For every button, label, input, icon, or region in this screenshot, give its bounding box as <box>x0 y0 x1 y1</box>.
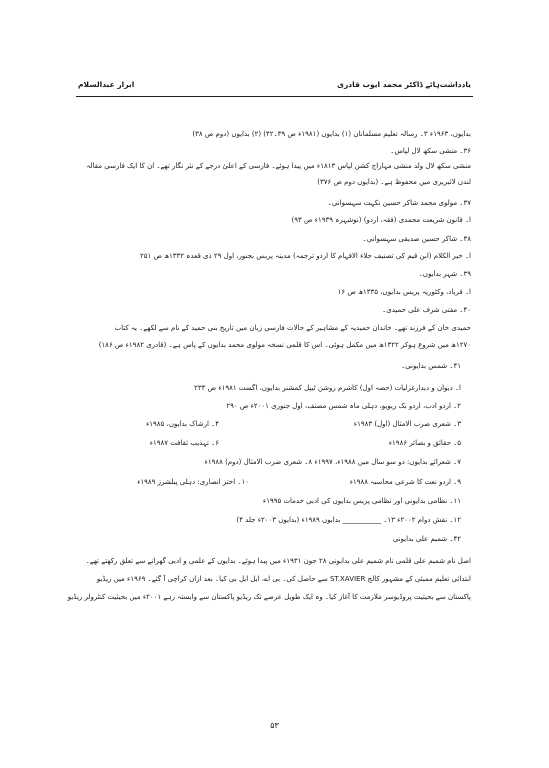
text-line: لندن لائبریری میں محفوظ ہے۔ (بدایوں دوم ص ۳۷۶) <box>317 178 471 186</box>
list-item: ۶۔ تہذیب ثقافت ۱۹۸۷ء <box>149 439 219 447</box>
list-item: ا۔ قانون شریعت محمدی (فقہ، اردو) (نوشہرہ ۱۹۳۹ء ص ۹۳) <box>291 216 471 224</box>
running-header-author: ابرار عبدالسلام <box>78 80 135 89</box>
section-heading: ۳۸۔ شاکر حسین صدیقی سہسوانی۔ <box>362 235 471 243</box>
section-heading: ۳۹۔ شہر بدایوں۔ <box>418 270 471 278</box>
section-heading: ۳۶۔ منشی سکھ لال لپاس۔ <box>390 147 471 155</box>
running-header-title: یادداشت‌ہائے ڈاکٹر محمد ایوب قادری <box>337 80 471 89</box>
list-item: ۵۔ حقائق و بصائر ۱۹۸۶ء <box>388 439 461 447</box>
section-heading: ۴۱۔ شمس بدایونی۔ <box>401 362 461 370</box>
list-item: ۱۱۔ نظامی بدایونی اور نظامی پریس بدایوں کی ادبی خدمات ۱۹۹۵ء <box>262 497 461 505</box>
list-item: ا۔ فریاد، وکٹوریہ پریس بدایوں، ۱۳۳۵ھ ص ۱۶ <box>337 288 471 296</box>
list-item: ۱۰۔ اختر انصاری: دہلی پبلشرز ۱۹۸۹ء <box>137 478 249 486</box>
section-heading: ۴۲۔ شمیم علی بدایونی <box>392 535 461 543</box>
list-item: ا۔ دیوان و دیدارغزلیات (حصہ اول) کاشرم روشن ٹیپل کمشنر بدایوں، اگست ۱۹۸۱ء ص ۲۳۳ <box>194 384 461 392</box>
text-line: بدایوں، ۱۹۶۳ء ۳۔ رسالہ تعلیم مسلمانان (۱) بدایوں (۱۹۸۱ء ص ۳۹۔۴۲) (۲) بدایوں (دوم ص ۳۸) <box>192 130 471 138</box>
text-line: اصل نام شمیم علی قلمی نام شمیم علی بدایونی ۲۸ جون ۱۹۳۱ء میں پیدا ہوئے۔ بدایوں کے علمی و ادبی گھرانے سے تعلق رکھتے تھے۔ <box>85 557 471 565</box>
header-rule <box>76 96 473 97</box>
text-line: ابتدائی تعلیم ممبئی کے مشہور کالج ST.XAVIER سے حاصل کی۔ بی اے، ایل ایل بی کیا۔ بعد ازاں کراچی آ گئے۔ ۱۹۶۹ء میں ریڈیو <box>96 575 471 583</box>
text-line: منشی سکھ لال ولد منشی مہاراج کشن لپاس ۱۸۱۳ء میں پیدا ہوئے۔ فارسی کے اعلیٰ درجے کے نثر نگار تھے۔ ان کا ایک فارسی مقالہ <box>86 162 471 170</box>
list-item: ۷۔ شعرائے بدایوں: دو سو سال میں ۱۹۸۸ء، ۱۹۹۷ء ۸۔ شعری ضرب الامثال (دوم) ۱۹۸۸ء <box>204 458 461 466</box>
text-line: پاکستان سے بحیثیت پروڈیوسر ملازمت کا آغاز کیا۔ وہ ایک طویل عرصے تک ریڈیو پاکستان سے وابستہ رہے ۲۰۰۱ء میں بحیثیت کنٹرولر ریڈیو <box>67 593 471 601</box>
text-line: ۱۲۷۰ھ میں شروع ہوکر ۱۳۲۲ھ میں مکمل ہوئی۔ اس کا قلمی نسخہ مولوی محمد بدایوں کے پاس ہے۔ (قادری ۱۹۸۲ء ص ۱۸۶) <box>98 341 471 349</box>
section-heading: ۴۰۔ مفتی شرف علی حمیدی۔ <box>382 306 471 314</box>
list-item: ۱۲۔ نقش دوام ۲۰۰۲ء ۱۳۔ ___________ بدایوں ۱۹۸۹ء (بدایوں ۲۰۰۳ء جلد ۴) <box>236 516 461 524</box>
list-item: ۹۔ اردو نعت کا شرعی محاسبہ ۱۹۸۸ء <box>349 478 461 486</box>
section-heading: ۳۷۔ مولوی محمد شاکر حسین نکہت سہسوانی۔ <box>327 199 471 207</box>
page-number: ۵۳ <box>270 721 279 730</box>
text-line: حمیدی خان کے فرزند تھے۔ خاندان حمیدیہ کے مشاہیر کے حالات فارسی زبان میں تاریخ بنی حمید کے نام سے لکھے۔ یہ کتاب <box>114 324 471 332</box>
list-item: ا۔ خیر الکلام (ابن قیم کی تصنیف جلاء الافہام کا اردو ترجمہ) مدینہ پریس بجنور، اول ۲۹ ذی قعدہ ۱۳۳۲ھ ص ۲۵۱ <box>139 252 471 260</box>
list-item: ۳۔ شعری ضرب الامثال (اول) ۱۹۸۳ء <box>353 420 461 428</box>
list-item: ۲۔ اردو ادب، اردو بک ریویو، دہلی ماہ شمس مصنف، اول جنوری ۲۰۰۱ء ص ۲۹۰ <box>226 402 461 410</box>
list-item: ۴۔ ارشاک بدایوں، ۱۹۸۵ء <box>145 420 219 428</box>
